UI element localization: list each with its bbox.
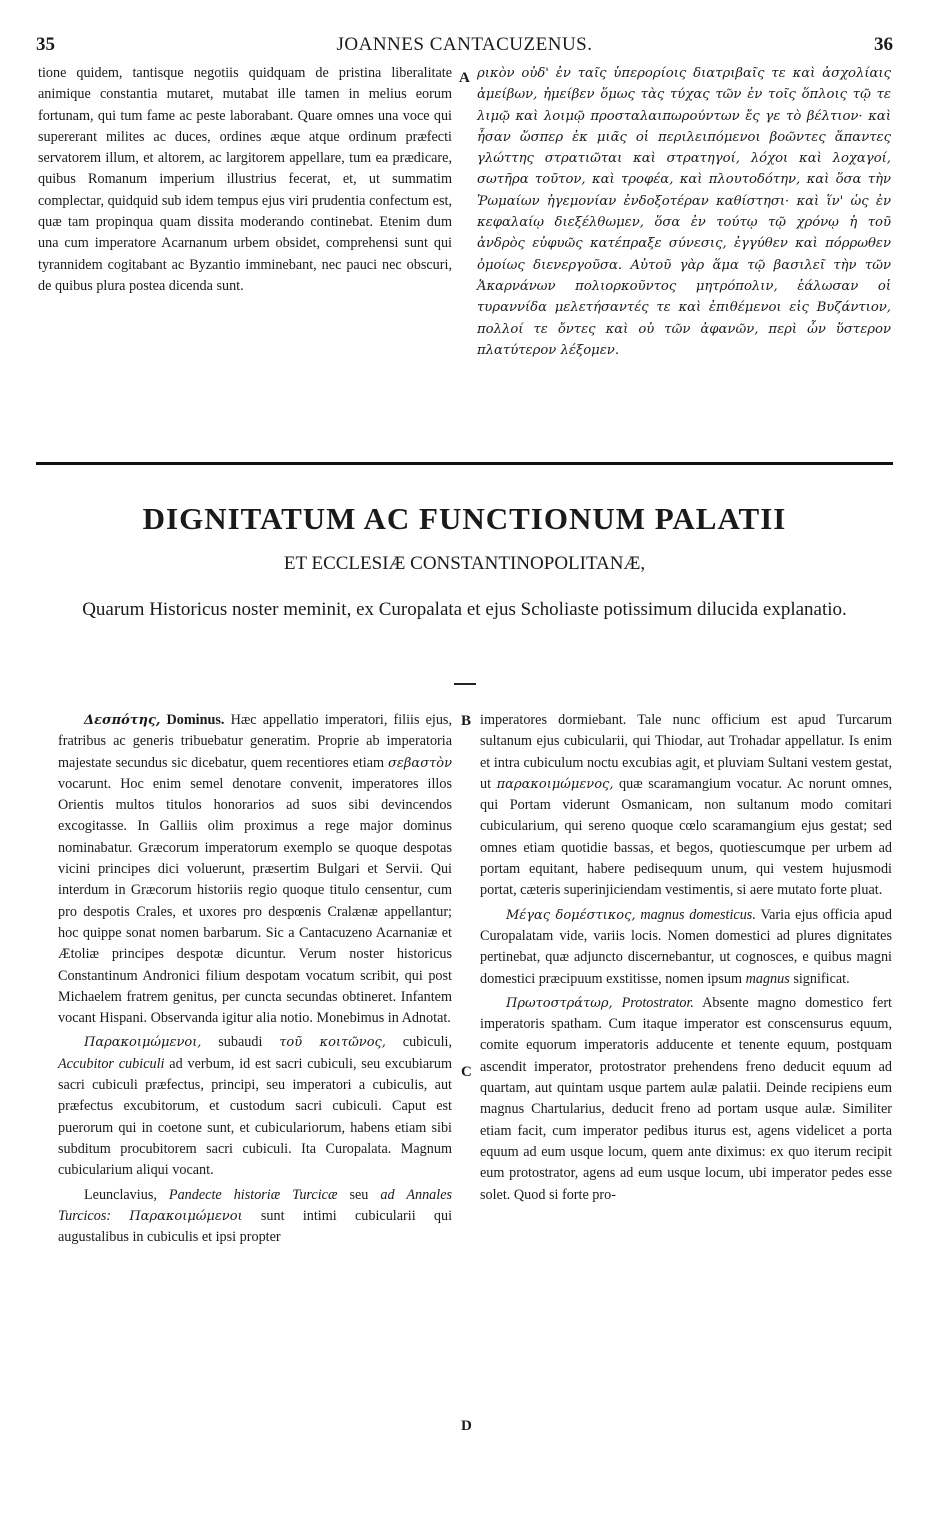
entry-text: ad verbum, id est sacri cubiculi, seu excubiarum sacri cubiculi præfectus, principi, seu imperatori a cubiculis, aut præfectus excubitorum, et custodum sacri cubiculi. Caput est puerorum qui in coetone sunt, et cubiculariorum, habens etiam sibi subditum procubitorem sacri cubiculi. Ita Curopalata. Magnum cubicularium aliqui vocant. — [58, 1055, 453, 1179]
entry-head-greek: Πρωτοστράτωρ, — [506, 995, 613, 1011]
greek-term: σεβαστὸν — [388, 755, 452, 771]
entry-leunclavius — [58, 1185, 452, 1249]
section-description: Quarum Historicus noster meminit, ex Curopalata et ejus Scholiaste potissimum dilucida explanatio. — [82, 599, 847, 620]
entry-head-greek: Μέγας δομέστικος, — [506, 907, 636, 923]
entry-text: sunt intimi cubicularii qui augustalibus in cubiculis et ipsi propter — [58, 1207, 453, 1246]
entry-head-latin: Dominus. — [166, 712, 225, 728]
right-column — [480, 710, 892, 1206]
italic-term: Accubitor cubiculi — [58, 1055, 165, 1072]
entry-text: vocarunt. Hoc enim semel denotare convenit, imperatores illos Orientis multos titulos honorarios ad suos sibi devincendos excogitasse. In Galliis olim proximus a rege major dominus nominabatur. Græcorum imperatorum exemplo se quoque despotas vicini principes dici voluerunt, præsertim Bulgari et Servii. Qui interdum in Græcorum historiis regio quoque titulo censentur, cum pro despotis Crales, et uxores pro despœnis Cralænæ appellantur; hoc quippe sonat nomen barbarum. Sic a Cantacuzeno Acarnaniæ et Ætoliæ principes despotæ dicuntur. Verum noster historicus Constantinum Andronici filium despotam vocatum scribit, qui post Michaelem fratrem genitus, per cuncta secundas obtineret. Infantem vocant Hispani. Observanda igitur alia notio. Monebimus in Adnotat. — [58, 775, 452, 1027]
entry-text: Hæc appellatio imperatori, filiis ejus, fratribus ac generis tribuebatur generatim. Proprie ab imperatoria majestate secundus sic dicebatur, quem recentiores etiam — [58, 712, 453, 771]
top-latin-text: tione quidem, tantisque negotiis quidquam de pristina liberalitate animique constantia mutaret, mutabat ille tamen in melius eorum fortunam, qui tum fame ac peste laborabant. Quare omnes una voce qui supererant milites ac duces, ordines æque atque ordinum præfecti servatorem illum, et altorem, ac largitorem appellare, tum ea prædicare, quibus Romanum imperium illustrius fecerat, et, ut summatim complectar, quidquid sub idem tempus ejus viri prudentia confectum est, quæ tam propinqua quam dissita moderando continebat. Etenim dum una cum imperatore Acarnanum urbem obsidet, comprehensi sunt qui tyrannidem cogitabant ac Byzantio imminebant, nec pauci nec obscuri, de quibus plura postea dicenda sunt. — [38, 65, 452, 294]
title-ornament-dash — [454, 683, 476, 685]
section-subtitle: ET ECCLESIÆ CONSTANTINOPOLITANÆ, — [283, 553, 646, 574]
entry-text: Absente magno domestico fert imperatoris spatham. Cum itaque imperator est conscensurus equum, comite equorum imperatoris adducente et tenente equum, postquam ascendit imperator, protostrator prehendens freno deducit equum ad quartam, aut quintam usque partem aulæ palatii. Deinde recipiens eum magnus Chartularius, deducit freno ad portam usque aulæ. Similiter etiam facit, cum imperator pedibus iturus est, agens videlicet a porta equum ad eum usque locum, quem ante diximus: ex quo iterum recipit eum protostrator, agens ad eum usque locum, ubi imperator pedes esse solet. Quod si forte pro- — [480, 994, 892, 1203]
top-greek-text: ρικὸν οὐδ' ἐν ταῖς ὑπερορίοις διατριβαῖς τε καὶ ἀσχολίαις ἀμείβων, ἠμείβεν ὅμως τὰς τύχας τῶν ἐν τοῖς ὅπλοις τῷ τε λιμῷ καὶ λοιμῷ προσταλαιπωρούντων ἔς γε τὸ βέλτιον· καὶ ἦσαν ὥσπερ ἐκ μιᾶς οἱ περιλειπόμενοι βοῶντες ἅπαντες γλώττης στρατιῶται καὶ στρατηγοί, λόχοι καὶ λοχαγοί, σωτῆρα τοῦτον, καὶ τροφέα, καὶ πλουτοδότην, καὶ ὅσα τὴν Ῥωμαίων ἡγεμονίαν ἐνδοξοτέραν καθίστησι· καὶ ἵν' ὡς ἐν κεφαλαίῳ διεξέλθωμεν, ὅσα ἐν τούτῳ τῷ χρόνῳ ἡ τοῦ ἀνδρὸς εὐφυῶς κατέπραξε σύνεσις, ἐγγύθεν καὶ πόρρωθεν ὁμοίως διενεργοῦσα. Αὐτοῦ γὰρ ἅμα τῷ βασιλεῖ τὴν τῶν Ἀκαρνάνων πολιορκοῦντος μητρόπολιν, ἑάλωσαν οἱ τυραννίδα μελετήσαντές τε καὶ ἐπιθέμενοι εἰς Βυζάντιον, πολλοί τε ὄντες καὶ οὐ τῶν ἀφανῶν, περὶ ὧν ὕστερον πλατύτερον λέξομεν. — [477, 66, 891, 358]
greek-term: τοῦ κοιτῶνος, — [279, 1035, 386, 1051]
entry-text: Varia ejus officia apud Curopalatam vide, variis locis. Nomen domestici ad plures dignitates pertinebat, quæ adjuncto discernebantur, ut cognosces, e quibus magni domestici præcipuum exstitisse, nomen ipsum — [480, 906, 892, 987]
entry-head: Leunclavius, — [84, 1186, 157, 1203]
greek-term: Παρακοιμώμενοι — [129, 1208, 243, 1224]
entry-protostrator — [480, 993, 892, 1206]
margin-letter-c: C — [461, 1064, 472, 1080]
italic-term: magnus — [745, 970, 790, 987]
left-column — [58, 710, 452, 1248]
italic-term: Pandecte historiæ Turcicæ — [168, 1186, 338, 1203]
greek-term: παρακοιμώμενος, — [496, 776, 614, 792]
top-greek-column — [477, 63, 891, 361]
margin-letter-d: D — [461, 1418, 472, 1434]
entry-text: seu — [349, 1186, 369, 1203]
entry-continuation — [480, 710, 892, 902]
entry-text: quæ scaramangium vocatur. Ac norunt omnes, qui Portam viderunt Osmanicam, non sultanum modo comitari cubicularium, qui sereno quoque cœlo scaramangium ejus gestat; sed omnes etiam quotidie bassas, et begos, quotiescumque per urbem ad portam equitant, habere pedisequum unum, qui vestem hujusmodi portat, cæteris superinjiciendam vestimentis, si aere mutato forte pluat. — [480, 775, 893, 899]
section-divider — [36, 462, 893, 465]
left-page-number: 35 — [36, 34, 55, 55]
entry-parakoimomenos — [58, 1032, 452, 1181]
entry-text: imperatores dormiebant. Tale nunc officium est apud Turcarum sultanum ejus cubicularii, qui Thiodar, aut Trohadar appellatur. Is enim et intra cubiculum noctu excubias agit, et pluviam Sultani vestem gestat, ut — [480, 712, 892, 792]
right-page-number: 36 — [874, 34, 893, 55]
running-title: JOANNES CANTACUZENUS. — [336, 34, 593, 55]
entry-despotes — [58, 710, 452, 1029]
entry-head-greek: Παρακοιμώμενοι, — [84, 1035, 202, 1051]
entry-head-greek: Δεσπότης, — [84, 713, 161, 728]
entry-megas-domestikos — [480, 905, 892, 990]
running-header — [36, 34, 893, 58]
italic-term: Protostrator. — [621, 994, 694, 1011]
entry-text: significat. — [793, 970, 850, 987]
margin-letter-a: A — [459, 70, 470, 86]
italic-term: ad Annales Turcicos: — [58, 1186, 453, 1224]
margin-letter-b: B — [461, 713, 472, 729]
top-latin-column — [38, 63, 452, 297]
italic-term: magnus domesticus. — [640, 906, 756, 923]
entry-text: subaudi — [218, 1034, 263, 1051]
section-title: DIGNITATUM AC FUNCTIONUM PALATII — [142, 501, 787, 536]
entry-text: cubiculi, — [402, 1034, 453, 1051]
